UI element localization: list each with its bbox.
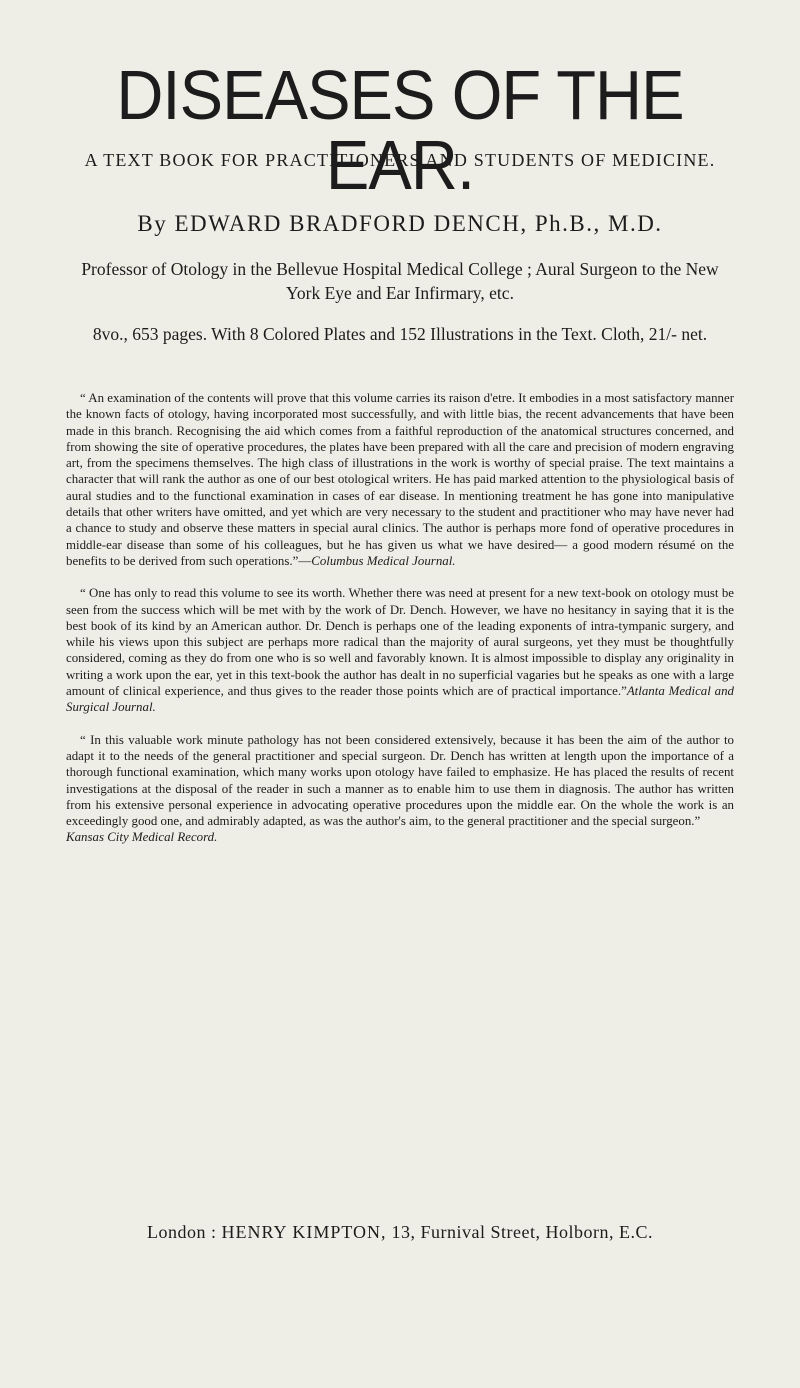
book-subtitle: A TEXT BOOK FOR PRACTITIONERS AND STUDENTS OF MEDICINE.	[84, 150, 716, 170]
review-text: “ One has only to read this volume to see its worth. Whether there was need at present for a new text-book on otology must be seen from the success which will be met with by the work of Dr. Dench. However, we have no hesitancy in saying that it is the best book of its kind by an American author. Dr. Dench is perhaps one of the leading exponents of intra-tympanic surgery, and while his views upon this subject are perhaps more radical than the majority of aural surgeons, yet they must be thoughtfully considered, coming as they do from one who is so well and favorably known. It is almost impossible to display any originality in writing a work upon the ear, yet in this text-book the author has dealt in no superficial vagaries but he speaks as one with a large amount of clinical experience, and thus gives to the reader those points which are of practical importance.”	[66, 586, 734, 699]
publisher-imprint	[66, 1222, 734, 1243]
review-text: “ An examination of the contents will prove that this volume carries its raison d'etre. It embodies in a most satisfactory manner the known facts of otology, having incorporated most successfully, and with little bias, the recent advancements that have been made in this branch. Recognising the aid which comes from a faithful reproduction of the anatomical structures concerned, and from showing the site of operative procedures, the plates have been prepared with all the care and precision of modern engraving art, from the specimens themselves. The high class of illustrations in the work is worthy of special praise. The text maintains a character that will rank the author as one of our best otological writers. He has paid marked attention to the physiological basis of aural studies and to the functional examination in cases of ear disease. In mentioning treatment he has gone into manipulative details that other writers have omitted, and yet which are very necessary to the student and practitioner who may have never had a chance to study and observe these matters in special aural clinics. The author is perhaps more fond of operative procedures in middle-ear disease than some of his colleagues, but he has given us what we have desired— a good modern résumé on the benefits to be derived from such operations.”—	[66, 391, 734, 568]
book-title: DISEASES OF THE EAR.	[116, 56, 684, 204]
imprint-address: 13, Furnival Street, Holborn, E.C.	[391, 1222, 653, 1242]
review-source: Atlanta Medical and Surgical Journal.	[66, 684, 734, 715]
author-credentials: Professor of Otology in the Bellevue Hospital Medical College ; Aural Surgeon to the New York Eye and Ear Infirmary, etc.	[81, 259, 719, 303]
review-atlanta	[66, 585, 734, 715]
edition-details: 8vo., 653 pages. With 8 Colored Plates and 152 Illustrations in the Text. Cloth, 21/- net.	[92, 324, 708, 344]
review-source: Columbus Medical Journal.	[311, 553, 456, 568]
review-text: “ In this valuable work minute pathology has not been considered extensively, because it has been the aim of the author to adapt it to the needs of the general practitioner and special surgeon. Dr. Dench has written at length upon the importance of a thorough functional examination, which many works upon otology have failed to emphasize. He has placed the results of recent investigations at the disposal of the reader in such a manner as to enable him to use them in diagnosis. The author has written from his extensive personal experience in advocating operative procedures upon the middle ear. On the whole the work is an exceedingly good one, and admirably adapted, as was the author's aim, to the general practitioner and the special surgeon.”	[66, 732, 734, 829]
imprint-city: London :	[147, 1222, 217, 1242]
review-kansas	[66, 732, 734, 846]
imprint-publisher: HENRY KIMPTON,	[221, 1222, 387, 1242]
book-author: By EDWARD BRADFORD DENCH, Ph.B., M.D.	[137, 211, 663, 236]
press-reviews	[66, 390, 734, 862]
review-source: Kansas City Medical Record.	[66, 830, 218, 845]
review-columbus	[66, 390, 734, 569]
